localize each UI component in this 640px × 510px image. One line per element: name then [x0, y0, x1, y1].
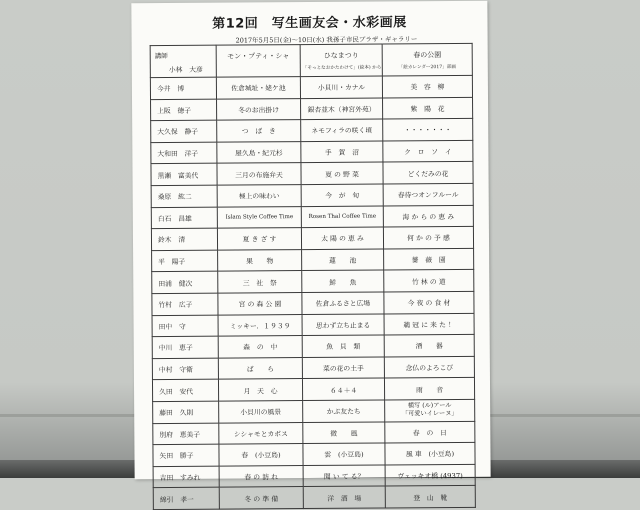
exhibition-date-venue: 2017年5月5日(金)〜10日(水) 我孫子市民プラザ・ギャラリー: [235, 35, 418, 45]
work-theme-1: ば ら: [218, 357, 302, 379]
work-theme-3: 登 山 靴: [385, 486, 475, 508]
work-theme-1: 月 天 心: [218, 379, 302, 401]
work-theme-3: 何 か の 予 感: [383, 227, 473, 249]
work-theme-3: 春待つオンフルール: [383, 183, 473, 205]
artist-name: 大和田 洋子: [151, 142, 217, 164]
work-theme-2: ６４＋４: [302, 378, 384, 400]
work-theme-1: 極上の味わい: [217, 185, 301, 207]
work-theme-1: 三 社 祭: [218, 271, 302, 293]
table-row: [152, 334, 474, 358]
table-row: [150, 75, 472, 99]
work-theme-3: 風 車 (小豆島): [385, 442, 475, 464]
work-theme-2: 夏 の 野 菜: [301, 162, 383, 184]
work-theme-1: つ ば き: [217, 120, 301, 142]
table-row: [151, 227, 473, 251]
work-theme-3: ・・・・・・・: [383, 119, 473, 141]
work-theme-3: 春 の 日: [385, 421, 475, 443]
artist-name: 吉田 すみれ: [153, 466, 219, 488]
header-theme-1: [216, 45, 300, 78]
header-title: ひなまつり: [323, 51, 359, 60]
work-theme-1: シシャモとカボス: [219, 422, 303, 444]
artist-name: 田中 守: [152, 315, 218, 337]
header-theme-3: [382, 43, 472, 76]
work-theme-1: 三月の布施弁天: [217, 163, 301, 185]
work-theme-2: 魚 貝 類: [302, 335, 384, 357]
exhibition-sheet: [131, 1, 490, 504]
work-theme-1: 春 (小豆島): [219, 444, 303, 466]
lead-name: 小林 大彦: [168, 65, 203, 74]
work-theme-2: 思わず立ち止まる: [302, 314, 384, 336]
table-row: [151, 97, 473, 121]
work-theme-3: 薔 薇 園: [384, 248, 474, 270]
table-row: [152, 291, 474, 315]
table-row: [153, 486, 475, 510]
work-theme-3: ク ロ ソ イ: [383, 140, 473, 162]
table-row: [152, 313, 474, 337]
work-theme-1: 冬のお出掛け: [217, 98, 301, 120]
table-row: [151, 119, 473, 143]
header-note: 「絵カレンダー2017」部画: [398, 64, 456, 71]
work-theme-1: 屋久島・紀元杉: [217, 141, 301, 163]
work-theme-1: Islam Style Coffee Time: [217, 206, 301, 228]
work-theme-2: 銀杏並木（神宮外苑）: [301, 98, 383, 120]
artist-name: 中村 守衛: [152, 358, 218, 380]
work-theme-1: 春 の 訪 れ: [219, 465, 303, 487]
artist-name: 平 陽子: [152, 250, 218, 272]
table-row: [151, 183, 473, 207]
artist-name: 綿引 孝一: [153, 487, 219, 509]
work-theme-1: 宮 の 森 公 園: [218, 293, 302, 315]
header-title: モン・プティ・シャ: [227, 52, 290, 61]
table-row: [152, 270, 474, 294]
work-theme-2: Rosen Thal Coffee Time: [301, 206, 383, 228]
work-theme-3: 鵜 冠 に 来 た ！: [384, 313, 474, 335]
lead-cell: [150, 45, 216, 77]
table-row: [153, 421, 475, 445]
work-theme-3: 横写 (ル)アール 「可愛いイレーヌ」: [385, 399, 475, 421]
table-row: [151, 140, 473, 164]
header-theme-2: [300, 44, 382, 77]
work-theme-2: 佐倉ふるさと広場: [302, 292, 384, 314]
table-row: [152, 356, 474, 380]
work-theme-3: 酒 器: [384, 334, 474, 356]
work-theme-3: 海 か ら の 恵 み: [383, 205, 473, 227]
work-theme-2: 蓮 池: [302, 249, 384, 271]
table-row: [153, 399, 475, 423]
work-theme-2: 太 陽 の 恵 み: [301, 227, 383, 249]
header-note: 「そっとなおかたわけて」(絵本) から: [302, 65, 382, 72]
work-theme-3: 紫 陽 花: [383, 97, 473, 119]
work-theme-2: 雲 (小豆島): [303, 443, 385, 465]
artist-name: 鈴木 清: [151, 228, 217, 250]
lead-role: 講師: [154, 51, 168, 61]
artist-name: 今井 博: [150, 77, 216, 99]
work-theme-1: 果 物: [218, 249, 302, 271]
artist-name: 中川 恵子: [152, 336, 218, 358]
artist-name: 竹村 広子: [152, 293, 218, 315]
artist-name: 黒瀬 富美代: [151, 164, 217, 186]
table-row: [152, 248, 474, 272]
table-row: [153, 442, 475, 466]
table-row: [151, 205, 473, 229]
work-theme-3: 雨 音: [384, 378, 474, 400]
artist-name: 久田 安代: [152, 379, 218, 401]
header-note: [219, 65, 298, 66]
work-theme-2: 菜の花の土手: [302, 357, 384, 379]
header-row: [150, 43, 472, 77]
artist-name: 桑原 紘二: [151, 185, 217, 207]
artist-name: 白石 昌雄: [151, 207, 217, 229]
work-theme-2: 小貝川・カナル: [300, 76, 382, 98]
work-theme-2: 聞 い て る？: [303, 465, 385, 487]
work-theme-3: 竹 林 の 道: [384, 270, 474, 292]
work-theme-1: 冬 の 準 備: [219, 487, 303, 509]
work-theme-1: 佐倉城址・姥ケ池: [216, 77, 300, 99]
work-theme-3: ヴェッキオ橋 (4937): [385, 464, 475, 486]
work-theme-3: 念仏のよろこび: [384, 356, 474, 378]
work-theme-3: 美 容 柳: [382, 75, 472, 97]
artist-name: 別府 恵美子: [153, 423, 219, 445]
artist-name: 大久保 静子: [151, 120, 217, 142]
page-title: 第12回 写生画友会・水彩画展: [212, 15, 407, 32]
work-theme-1: 小貝川の風景: [219, 400, 303, 422]
work-theme-2: かぶ友たち: [303, 400, 385, 422]
work-theme-2: 微 風: [303, 421, 385, 443]
table-row: [153, 464, 475, 488]
artist-name: 田浦 健次: [152, 271, 218, 293]
artist-name: 矢田 勝子: [153, 444, 219, 466]
work-theme-3: どくだみの花: [383, 162, 473, 184]
work-theme-1: 森 の 中: [218, 336, 302, 358]
table-row: [152, 378, 474, 402]
work-theme-3: 今 夜 の 食 材: [384, 291, 474, 313]
work-theme-2: ネモフィラの咲く頃: [301, 119, 383, 141]
work-theme-2: 手 賀 沼: [301, 141, 383, 163]
table-row: [151, 162, 473, 186]
work-theme-2: 鮮 魚: [302, 270, 384, 292]
work-theme-2: 今 が 旬: [301, 184, 383, 206]
header-title: 春の公園: [413, 51, 442, 60]
work-theme-1: ミッキー．１９３９: [218, 314, 302, 336]
artwork-table: [150, 43, 476, 510]
artist-name: 藤田 久則: [153, 401, 219, 423]
work-theme-2: 洋 酒 場: [303, 486, 385, 508]
work-theme-1: 夏 き ざ す: [217, 228, 301, 250]
artist-name: 上阪 徳子: [151, 99, 217, 121]
